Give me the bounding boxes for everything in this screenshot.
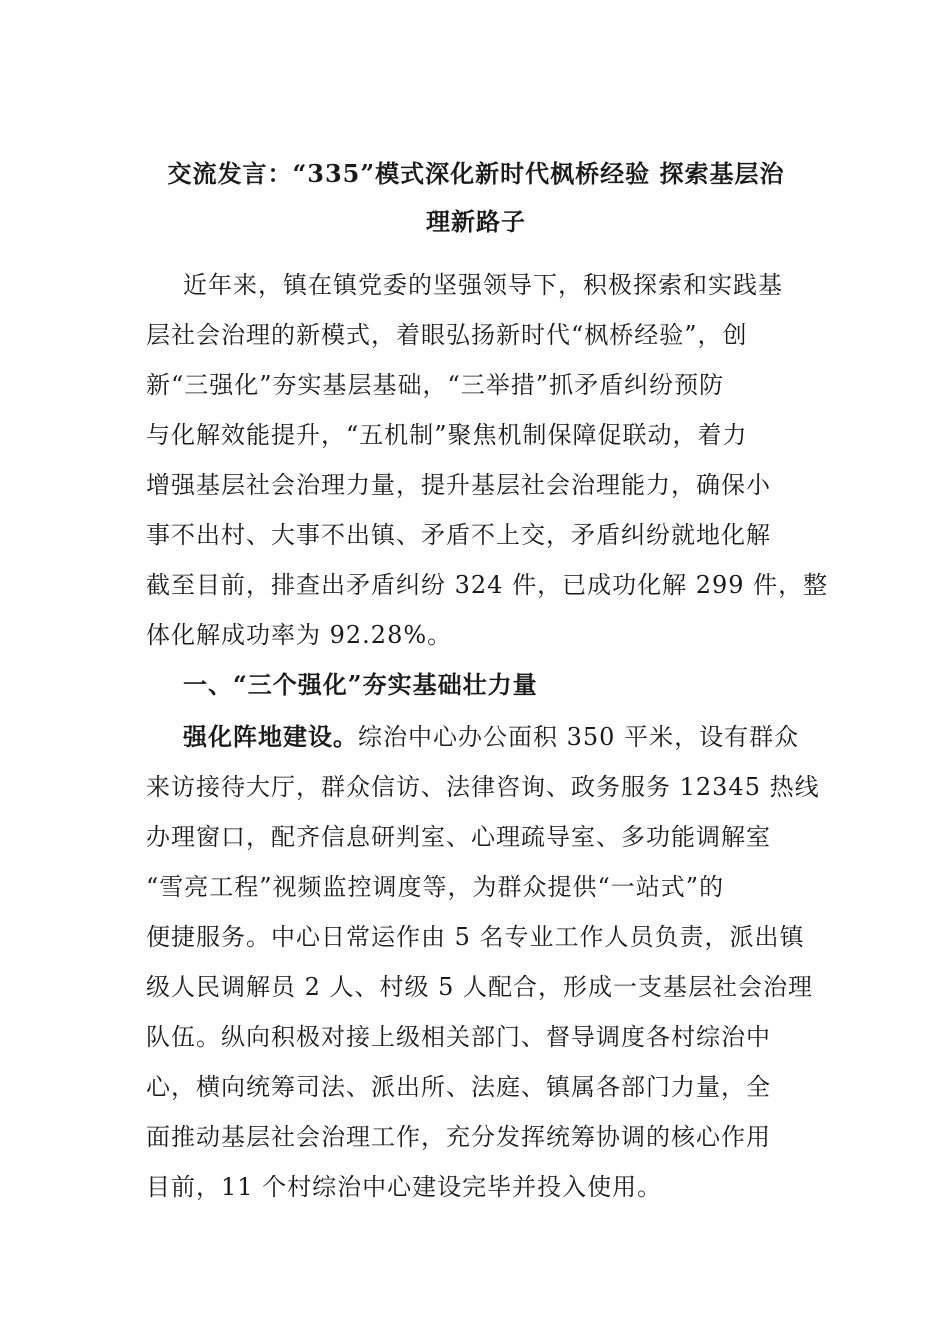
paragraph-text: 综治中心办公面积 350 平米，设有群众 bbox=[358, 723, 800, 751]
document-title bbox=[146, 150, 806, 246]
intro-line: 与化解效能提升，“五机制”聚焦机制保障促联动，着力 bbox=[146, 421, 748, 449]
intro-line: 增强基层社会治理力量，提升基层社会治理能力，确保小 bbox=[146, 471, 771, 499]
intro-line: 新“三强化”夯实基层基础，“三举措”抓矛盾纠纷预防 bbox=[146, 371, 725, 399]
paragraph-line: 目前，11 个村综治中心建设完毕并投入使用。 bbox=[146, 1173, 663, 1201]
paragraph-line: 队伍。纵向积极对接上级相关部门、督导调度各村综治中 bbox=[146, 1023, 771, 1051]
title-line-1: 交流发言：“335”模式深化新时代枫桥经验 探索基层治 bbox=[167, 159, 785, 188]
paragraph-line: 面推动基层社会治理工作，充分发挥统筹协调的核心作用 bbox=[146, 1123, 771, 1151]
paragraph-line: “雪亮工程”视频监控调度等，为群众提供“一站式”的 bbox=[146, 873, 725, 901]
paragraph-line: 心，横向统筹司法、派出所、法庭、镇属各部门力量，全 bbox=[146, 1073, 771, 1101]
intro-line: 事不出村、大事不出镇、矛盾不上交，矛盾纠纷就地化解 bbox=[146, 521, 771, 549]
intro-line: 截至目前，排查出矛盾纠纷 324 件，已成功化解 299 件，整 bbox=[146, 571, 829, 599]
section-heading: 一、“三个强化”夯实基础壮力量 bbox=[183, 670, 538, 699]
section-paragraph-first-line bbox=[183, 722, 799, 752]
paragraph-line: 来访接待大厅，群众信访、法律咨询、政务服务 12345 热线 bbox=[146, 773, 820, 801]
paragraph-line: 级人民调解员 2 人、村级 5 人配合，形成一支基层社会治理 bbox=[146, 973, 814, 1001]
intro-line: 近年来，镇在镇党委的坚强领导下，积极探索和实践基 bbox=[183, 271, 783, 299]
title-line-2: 理新路子 bbox=[426, 207, 526, 236]
paragraph-lead: 强化阵地建设。 bbox=[183, 722, 358, 751]
intro-line: 体化解成功率为 92.28%。 bbox=[146, 621, 453, 649]
paragraph-line: 办理窗口，配齐信息研判室、心理疏导室、多功能调解室 bbox=[146, 823, 771, 851]
intro-line: 层社会治理的新模式，着眼弘扬新时代“枫桥经验”，创 bbox=[146, 321, 748, 349]
paragraph-line: 便捷服务。中心日常运作由 5 名专业工作人员负责，派出镇 bbox=[146, 923, 805, 951]
